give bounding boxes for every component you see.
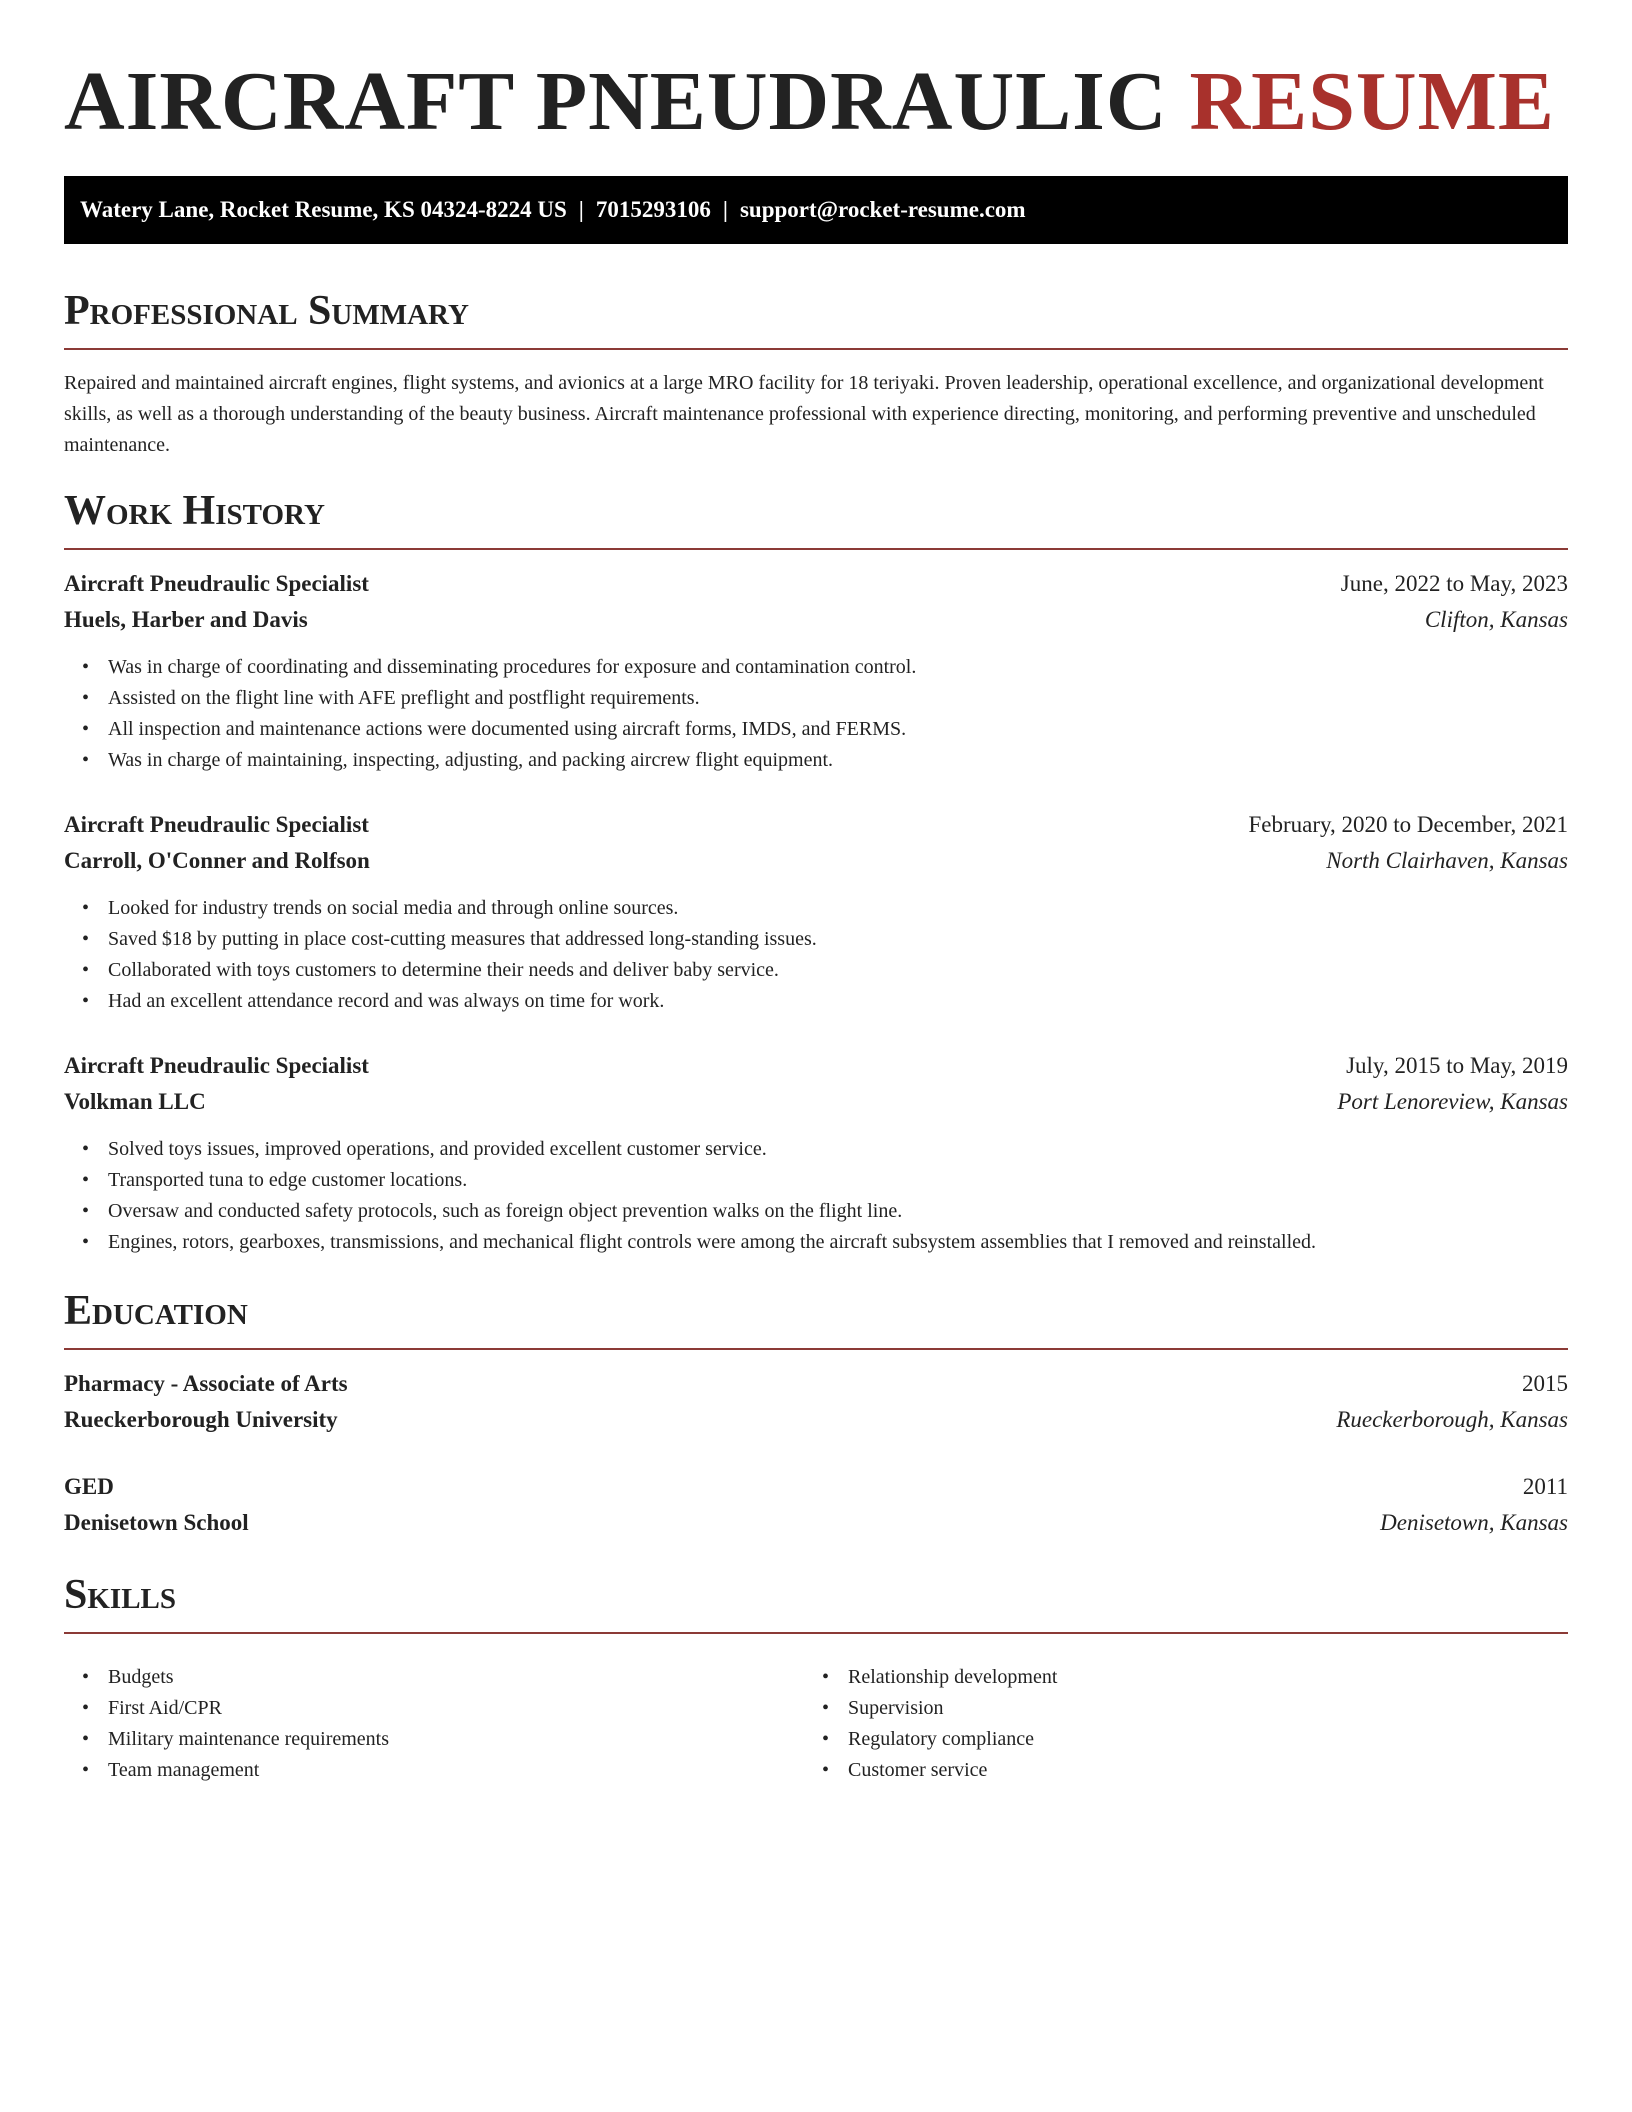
bullet-dot: • xyxy=(822,1728,830,1750)
resume-title xyxy=(64,52,1555,152)
education-degree: Pharmacy - Associate of Arts xyxy=(64,1371,348,1396)
skill-text: Relationship development xyxy=(848,1666,1058,1688)
bullet-text: Oversaw and conducted safety protocols, such as foreign object prevention walks on the flight line. xyxy=(108,1200,903,1222)
skills-column-right xyxy=(804,1662,1544,1786)
skill-text: Military maintenance requirements xyxy=(108,1728,390,1750)
contact-phone: 7015293106 xyxy=(595,197,711,222)
bullet-text: Had an excellent attendance record and was always on time for work. xyxy=(108,990,665,1012)
bullet-dot: • xyxy=(822,1759,830,1781)
bullet-text: Saved $18 by putting in place cost-cutting measures that addressed long-standing issues. xyxy=(108,928,817,950)
bullet-dot: • xyxy=(822,1666,830,1688)
title-accent: RESUME xyxy=(1189,55,1555,148)
skill-item xyxy=(804,1724,1544,1755)
bullet-text: Was in charge of coordinating and disseminating procedures for exposure and contamination control. xyxy=(108,656,917,678)
job-bullet xyxy=(64,986,1568,1017)
skill-text: First Aid/CPR xyxy=(108,1697,222,1719)
contact-address: Watery Lane, Rocket Resume, KS 04324-8224 US xyxy=(80,197,567,222)
contact-bar xyxy=(64,176,1568,244)
job-header-row xyxy=(64,807,1568,843)
work-history-heading: Work History xyxy=(64,488,325,534)
job-bullets xyxy=(64,1134,1568,1258)
bullet-text: Looked for industry trends on social media and through online sources. xyxy=(108,897,679,919)
job-bullet xyxy=(64,1165,1568,1196)
bullet-dot: • xyxy=(82,749,90,771)
job-bullet xyxy=(64,745,1568,776)
job-bullet xyxy=(64,652,1568,683)
education-rule xyxy=(64,1348,1568,1350)
bullet-dot: • xyxy=(82,1138,90,1160)
skills-list xyxy=(64,1662,1568,1786)
bullet-dot: • xyxy=(82,897,90,919)
job-company: Carroll, O'Conner and Rolfson xyxy=(64,848,370,873)
education-school: Rueckerborough University xyxy=(64,1407,338,1432)
education-school-row xyxy=(64,1505,1568,1541)
bullet-dot: • xyxy=(82,718,90,740)
skill-text: Regulatory compliance xyxy=(848,1728,1035,1750)
skills-heading: Skills xyxy=(64,1572,177,1618)
job-bullet xyxy=(64,955,1568,986)
skill-item xyxy=(64,1724,804,1755)
job-dates: June, 2022 to May, 2023 xyxy=(1340,571,1568,596)
education-school: Denisetown School xyxy=(64,1510,249,1535)
education-heading: Education xyxy=(64,1288,248,1334)
education-school-row xyxy=(64,1402,1568,1438)
contact-separator: | xyxy=(722,197,728,222)
job-bullet xyxy=(64,683,1568,714)
job-company: Huels, Harber and Davis xyxy=(64,607,308,632)
job-company-row xyxy=(64,602,1568,638)
job-dates: February, 2020 to December, 2021 xyxy=(1248,812,1568,837)
job-entry xyxy=(64,566,1568,776)
skills-column-left xyxy=(64,1662,804,1786)
summary-heading: Professional Summary xyxy=(64,288,469,334)
skill-item xyxy=(64,1693,804,1724)
skill-text: Customer service xyxy=(848,1759,988,1781)
job-bullet xyxy=(64,1134,1568,1165)
bullet-text: Transported tuna to edge customer locations. xyxy=(108,1169,468,1191)
skill-item xyxy=(64,1755,804,1786)
bullet-text: Solved toys issues, improved operations, and provided excellent customer service. xyxy=(108,1138,767,1160)
job-bullet xyxy=(64,714,1568,745)
work-history-rule xyxy=(64,548,1568,550)
contact-separator: | xyxy=(578,197,584,222)
bullet-dot: • xyxy=(82,1200,90,1222)
skill-item xyxy=(64,1662,804,1693)
skill-text: Budgets xyxy=(108,1666,174,1688)
job-entry xyxy=(64,807,1568,1017)
bullet-dot: • xyxy=(82,959,90,981)
bullet-dot: • xyxy=(82,1169,90,1191)
bullet-text: All inspection and maintenance actions were documented using aircraft forms, IMDS, and FERMS. xyxy=(108,718,907,740)
job-title: Aircraft Pneudraulic Specialist xyxy=(64,1053,369,1078)
bullet-dot: • xyxy=(82,1697,90,1719)
job-header-row xyxy=(64,566,1568,602)
bullet-dot: • xyxy=(82,1666,90,1688)
job-bullet xyxy=(64,1227,1568,1258)
bullet-dot: • xyxy=(82,656,90,678)
skill-item xyxy=(804,1755,1544,1786)
skill-item xyxy=(804,1662,1544,1693)
education-location: Rueckerborough, Kansas xyxy=(1336,1407,1568,1432)
job-bullets xyxy=(64,652,1568,776)
job-location: North Clairhaven, Kansas xyxy=(1326,848,1568,873)
skill-text: Supervision xyxy=(848,1697,944,1719)
job-location: Clifton, Kansas xyxy=(1424,607,1568,632)
job-location: Port Lenoreview, Kansas xyxy=(1337,1089,1568,1114)
education-year: 2011 xyxy=(1522,1474,1568,1499)
education-degree-row xyxy=(64,1366,1568,1402)
education-year: 2015 xyxy=(1522,1371,1568,1396)
contact-email[interactable]: support@rocket-resume.com xyxy=(739,197,1026,222)
job-bullets xyxy=(64,893,1568,1017)
bullet-dot: • xyxy=(82,1231,90,1253)
job-bullet xyxy=(64,924,1568,955)
education-entry xyxy=(64,1469,1568,1541)
summary-rule xyxy=(64,348,1568,350)
job-header-row xyxy=(64,1048,1568,1084)
bullet-dot: • xyxy=(82,687,90,709)
skill-text: Team management xyxy=(108,1759,260,1781)
bullet-text: Was in charge of maintaining, inspecting, adjusting, and packing aircrew flight equipment. xyxy=(108,749,834,771)
bullet-text: Collaborated with toys customers to determine their needs and deliver baby service. xyxy=(108,959,779,981)
bullet-dot: • xyxy=(82,928,90,950)
title-main: AIRCRAFT PNEUDRAULIC xyxy=(64,55,1168,148)
job-company: Volkman LLC xyxy=(64,1089,206,1114)
bullet-text: Assisted on the flight line with AFE preflight and postflight requirements. xyxy=(108,687,700,709)
job-title: Aircraft Pneudraulic Specialist xyxy=(64,571,369,596)
education-degree-row xyxy=(64,1469,1568,1505)
job-bullet xyxy=(64,893,1568,924)
bullet-dot: • xyxy=(82,1728,90,1750)
job-company-row xyxy=(64,843,1568,879)
skill-item xyxy=(804,1693,1544,1724)
bullet-text: Engines, rotors, gearboxes, transmissions, and mechanical flight controls were among the aircraft subsystem assemblies that I removed and reinstalled. xyxy=(108,1231,1316,1253)
education-entry xyxy=(64,1366,1568,1438)
summary-text: Repaired and maintained aircraft engines, flight systems, and avionics at a large MRO facility for 18 teriyaki. Proven leadership, operational excellence, and organizational development skills, as well as a thorough understanding of the beauty business. Aircraft maintenance professional with experience directing, monitoring, and performing preventive and unscheduled maintenance. xyxy=(64,372,1544,456)
bullet-dot: • xyxy=(82,990,90,1012)
job-company-row xyxy=(64,1084,1568,1120)
education-degree: GED xyxy=(64,1474,114,1499)
job-dates: July, 2015 to May, 2019 xyxy=(1346,1053,1568,1078)
bullet-dot: • xyxy=(822,1697,830,1719)
job-entry xyxy=(64,1048,1568,1258)
skills-rule xyxy=(64,1632,1568,1634)
education-location: Denisetown, Kansas xyxy=(1380,1510,1568,1535)
bullet-dot: • xyxy=(82,1759,90,1781)
job-title: Aircraft Pneudraulic Specialist xyxy=(64,812,369,837)
job-bullet xyxy=(64,1196,1568,1227)
